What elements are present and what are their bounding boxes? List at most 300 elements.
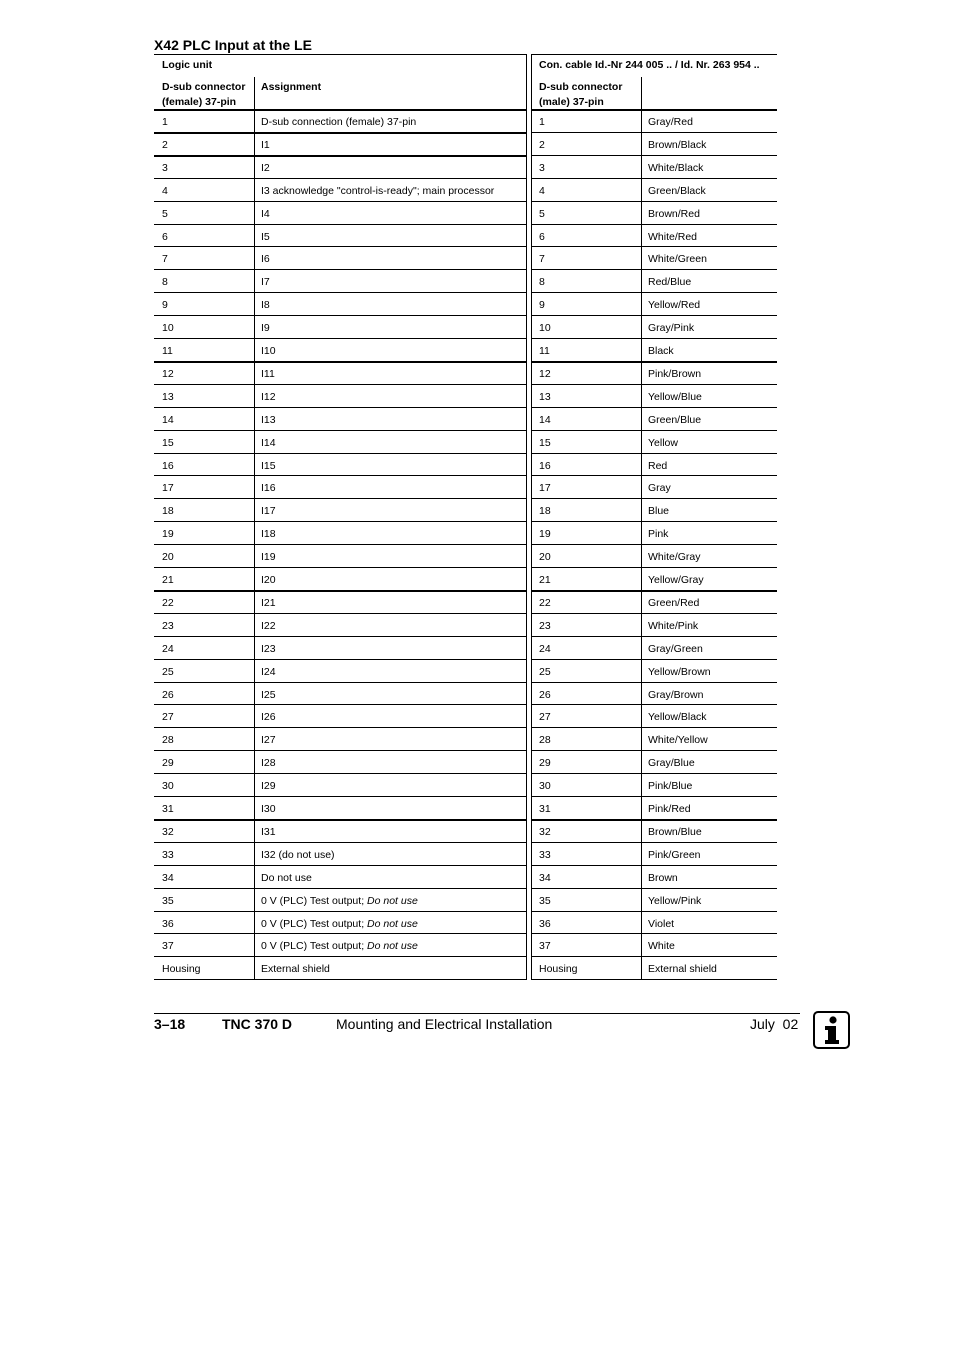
assignment xyxy=(261,111,416,134)
wire-color: Green/Blue xyxy=(648,413,702,426)
table-row xyxy=(154,775,777,798)
row-divider xyxy=(154,888,526,889)
wire-color: Black xyxy=(648,345,674,357)
pin-male: 36 xyxy=(539,917,551,930)
pin-female: 7 xyxy=(162,253,168,266)
row-divider xyxy=(154,636,526,637)
wire-color: Gray/Blue xyxy=(648,757,695,770)
table-row xyxy=(154,432,777,455)
table-row xyxy=(154,157,777,180)
pin-female: 22 xyxy=(162,596,174,609)
wire-color: Yellow/Pink xyxy=(648,894,702,907)
pin-male: 7 xyxy=(539,253,545,266)
assignment xyxy=(261,386,276,409)
row-divider xyxy=(154,338,526,339)
table-row xyxy=(154,409,777,432)
assignment-text: I32 (do not use) xyxy=(261,848,335,861)
pin-female: 34 xyxy=(162,871,174,884)
table-row xyxy=(154,592,777,615)
wire-color: Gray/Brown xyxy=(648,688,704,701)
wire-color: Yellow/Red xyxy=(648,299,701,312)
row-divider xyxy=(531,54,777,55)
assignment xyxy=(261,706,276,729)
assignment xyxy=(261,958,330,981)
pin-female: 16 xyxy=(162,459,174,472)
assignment-text: D-sub connection (female) 37-pin xyxy=(261,116,417,128)
header-assignment: Assignment xyxy=(261,81,322,93)
row-divider xyxy=(154,911,526,912)
assignment xyxy=(261,729,276,752)
row-divider xyxy=(531,109,777,111)
assignment-text: I5 xyxy=(261,230,270,243)
assignment-text: I12 xyxy=(261,390,276,403)
row-divider xyxy=(531,911,777,912)
assignment-text: I24 xyxy=(261,665,276,678)
column-divider xyxy=(254,77,255,979)
wire-color: Violet xyxy=(648,917,675,930)
wire-color: White/Pink xyxy=(648,619,699,632)
assignment-text: I7 xyxy=(261,276,270,289)
assignment-text: I10 xyxy=(261,345,276,357)
pin-male: 3 xyxy=(539,161,545,174)
assignment-text: I11 xyxy=(261,367,275,380)
row-divider xyxy=(154,682,526,683)
assignment-text: I21 xyxy=(261,596,276,609)
pin-male: 22 xyxy=(539,596,551,609)
pin-male: 31 xyxy=(539,803,551,815)
row-divider xyxy=(531,361,777,363)
row-divider xyxy=(154,796,526,797)
assignment xyxy=(261,592,276,615)
assignment-text: 0 V (PLC) Test output; xyxy=(261,917,368,930)
assignment-text: I16 xyxy=(261,482,276,495)
table-row xyxy=(154,248,777,271)
assignment-text: I15 xyxy=(261,459,276,472)
header-con-cable: Con. cable Id.-Nr 244 005 .. / Id. Nr. 263 954 .. xyxy=(539,59,760,71)
table-row xyxy=(154,706,777,729)
page-number: 3–18 xyxy=(154,1016,186,1032)
table-row xyxy=(154,752,777,775)
assignment xyxy=(261,500,276,523)
pin-male: 5 xyxy=(539,207,545,220)
wire-color: Gray xyxy=(648,482,671,495)
row-divider xyxy=(531,521,777,522)
wire-color: White/Green xyxy=(648,253,707,266)
row-divider xyxy=(531,475,777,476)
header-pin-female xyxy=(162,80,245,110)
table-row xyxy=(154,798,777,821)
pin-female: 33 xyxy=(162,848,174,861)
assignment xyxy=(261,546,276,569)
assignment xyxy=(261,477,276,500)
pin-female: 31 xyxy=(162,803,174,815)
wire-color: Yellow xyxy=(648,436,678,449)
wire-color: White xyxy=(648,940,675,953)
pin-female: 32 xyxy=(162,825,174,838)
table-row xyxy=(154,294,777,317)
assignment-text: I8 xyxy=(261,299,270,312)
pin-female: 8 xyxy=(162,276,168,289)
table-row xyxy=(154,523,777,546)
page-title: X42 PLC Input at the LE xyxy=(154,37,312,53)
wire-color: White/Black xyxy=(648,161,704,174)
wire-color: Red/Blue xyxy=(648,276,692,289)
row-divider xyxy=(531,224,777,225)
table-row xyxy=(154,569,777,592)
assignment-text: I2 xyxy=(261,161,270,174)
assignment-text: I14 xyxy=(261,436,276,449)
pin-male: 8 xyxy=(539,276,545,289)
column-divider xyxy=(531,54,532,980)
wire-color: Gray/Green xyxy=(648,642,703,655)
header-pin-female-line1: D-sub connector xyxy=(162,81,246,93)
wire-color: White/Gray xyxy=(648,551,701,564)
row-divider xyxy=(154,384,526,385)
assignment xyxy=(261,661,276,684)
table-row xyxy=(154,271,777,294)
table-row xyxy=(154,729,777,752)
table-row xyxy=(154,935,777,958)
row-divider xyxy=(154,842,526,843)
assignment-text: I18 xyxy=(261,528,276,541)
table-header xyxy=(154,54,777,110)
assignment xyxy=(261,157,270,180)
row-divider xyxy=(531,132,777,133)
row-divider xyxy=(154,269,526,270)
assignment-text: I29 xyxy=(261,780,276,793)
pin-male: 32 xyxy=(539,825,551,838)
pin-female: 13 xyxy=(162,390,174,403)
header-logic-unit: Logic unit xyxy=(162,59,213,71)
wire-color: Pink/Brown xyxy=(648,367,702,380)
pin-female: 9 xyxy=(162,299,168,312)
header-pin-male xyxy=(539,80,622,110)
pin-female: 2 xyxy=(162,138,168,151)
row-divider xyxy=(154,704,526,705)
row-divider xyxy=(531,842,777,843)
assignment-text: 0 V (PLC) Test output; xyxy=(261,940,368,953)
row-divider xyxy=(154,109,526,111)
row-divider xyxy=(531,453,777,454)
table-row xyxy=(154,821,777,844)
assignment xyxy=(261,363,275,386)
pin-male: 37 xyxy=(539,940,551,953)
pin-male: 20 xyxy=(539,551,551,564)
pin-female: 23 xyxy=(162,619,174,632)
row-divider xyxy=(531,796,777,797)
row-divider xyxy=(154,819,526,821)
assignment xyxy=(261,294,270,317)
pin-male: 16 xyxy=(539,459,551,472)
assignment-text: Do not use xyxy=(261,871,312,884)
row-divider xyxy=(154,475,526,476)
row-divider xyxy=(531,727,777,728)
wire-color: External shield xyxy=(648,963,717,976)
row-divider xyxy=(154,544,526,545)
pin-female: 4 xyxy=(162,184,168,197)
row-divider xyxy=(531,979,777,980)
pin-male: Housing xyxy=(539,963,578,976)
row-divider xyxy=(531,590,777,592)
assignment-text: I23 xyxy=(261,642,276,655)
pin-male: 17 xyxy=(539,482,551,495)
row-divider xyxy=(531,246,777,247)
row-divider xyxy=(154,979,526,980)
row-divider xyxy=(531,750,777,751)
assignment xyxy=(261,867,312,890)
pin-male: 25 xyxy=(539,665,551,678)
pin-male: 13 xyxy=(539,390,551,403)
table-row xyxy=(154,890,777,913)
pin-male: 24 xyxy=(539,642,551,655)
row-divider xyxy=(154,430,526,431)
assignment xyxy=(261,248,270,271)
row-divider xyxy=(531,613,777,614)
row-divider xyxy=(154,178,526,179)
pin-male: 35 xyxy=(539,894,551,907)
pin-male: 18 xyxy=(539,505,551,518)
row-divider xyxy=(154,361,526,363)
assignment-text: I6 xyxy=(261,253,270,266)
assignment xyxy=(261,890,418,913)
pin-female: 25 xyxy=(162,665,174,678)
row-divider xyxy=(154,292,526,293)
table-row xyxy=(154,958,777,981)
assignment-text: I31 xyxy=(261,825,276,838)
assignment-text: I1 xyxy=(261,138,270,151)
row-divider xyxy=(154,613,526,614)
wire-color: Red xyxy=(648,459,668,472)
wire-color: Brown/Red xyxy=(648,207,700,220)
row-divider xyxy=(531,865,777,866)
table-row xyxy=(154,477,777,500)
row-divider xyxy=(531,269,777,270)
row-divider xyxy=(531,704,777,705)
pin-male: 1 xyxy=(539,116,545,128)
row-divider xyxy=(154,201,526,202)
pin-female: 24 xyxy=(162,642,174,655)
wire-color: Blue xyxy=(648,505,670,518)
assignment xyxy=(261,844,335,867)
publication-date: July 02 xyxy=(750,1016,799,1032)
row-divider xyxy=(531,956,777,957)
assignment xyxy=(261,340,276,363)
pin-female: 14 xyxy=(162,413,174,426)
row-divider xyxy=(531,178,777,179)
pin-female: 29 xyxy=(162,757,174,770)
assignment xyxy=(261,935,418,958)
row-divider xyxy=(531,384,777,385)
row-divider xyxy=(531,407,777,408)
pin-female: 15 xyxy=(162,436,174,449)
assignment xyxy=(261,638,276,661)
header-pin-male-line2: (male) 37-pin xyxy=(539,96,604,108)
assignment xyxy=(261,775,276,798)
pin-male: 27 xyxy=(539,711,551,724)
wire-color: Pink/Green xyxy=(648,848,701,861)
row-divider xyxy=(531,819,777,821)
pin-male: 4 xyxy=(539,184,545,197)
row-divider xyxy=(154,933,526,934)
pin-male: 30 xyxy=(539,780,551,793)
wire-color: Green/Black xyxy=(648,184,706,197)
table-row xyxy=(154,638,777,661)
row-divider xyxy=(531,430,777,431)
row-divider xyxy=(531,636,777,637)
assignment-text: I27 xyxy=(261,734,276,747)
assignment-text: I17 xyxy=(261,505,276,518)
pin-male: 26 xyxy=(539,688,551,701)
table-row xyxy=(154,363,777,386)
pin-female: 19 xyxy=(162,528,174,541)
chapter-title: Mounting and Electrical Installation xyxy=(336,1016,553,1032)
row-divider xyxy=(154,224,526,225)
assignment xyxy=(261,798,276,821)
assignment xyxy=(261,203,270,226)
pin-female: 35 xyxy=(162,894,174,907)
row-divider xyxy=(154,773,526,774)
wire-color: Yellow/Gray xyxy=(648,574,704,586)
pin-female: 12 xyxy=(162,367,174,380)
product-name: TNC 370 D xyxy=(222,1016,293,1032)
pin-female: 21 xyxy=(162,574,174,586)
assignment-text: I22 xyxy=(261,619,276,632)
assignment-text: I28 xyxy=(261,757,276,770)
row-divider xyxy=(531,544,777,545)
assignment-text: I19 xyxy=(261,551,276,564)
row-divider xyxy=(531,933,777,934)
pin-female: 1 xyxy=(162,116,168,128)
assignment xyxy=(261,134,270,157)
pin-male: 11 xyxy=(539,345,550,357)
table-row xyxy=(154,661,777,684)
row-divider xyxy=(154,132,526,134)
assignment xyxy=(261,615,276,638)
table-row xyxy=(154,111,777,134)
footer-rule xyxy=(154,1013,800,1014)
pin-female: Housing xyxy=(162,963,201,976)
table-row xyxy=(154,500,777,523)
table-row xyxy=(154,134,777,157)
table-row xyxy=(154,317,777,340)
assignment-text: I25 xyxy=(261,688,276,701)
wire-color: Gray/Pink xyxy=(648,322,695,335)
row-divider xyxy=(154,750,526,751)
header-pin-female-line2: (female) 37-pin xyxy=(162,96,237,108)
pin-female: 20 xyxy=(162,551,174,564)
table-row xyxy=(154,340,777,363)
assignment-note: Do not use xyxy=(367,940,418,953)
row-divider xyxy=(531,567,777,568)
pin-female: 27 xyxy=(162,711,174,724)
pin-female: 6 xyxy=(162,230,168,243)
assignment-text: I20 xyxy=(261,574,276,586)
assignment-text: 0 V (PLC) Test output; xyxy=(261,894,368,907)
row-divider xyxy=(531,773,777,774)
pin-male: 21 xyxy=(539,574,551,586)
assignment xyxy=(261,569,276,592)
pin-male: 23 xyxy=(539,619,551,632)
pin-male: 10 xyxy=(539,322,551,335)
row-divider xyxy=(154,727,526,728)
wire-color: White/Red xyxy=(648,230,698,243)
wire-color: White/Yellow xyxy=(648,734,708,747)
assignment-text: I4 xyxy=(261,207,270,220)
row-divider xyxy=(154,521,526,522)
table-row xyxy=(154,867,777,890)
row-divider xyxy=(154,956,526,957)
pin-male: 34 xyxy=(539,871,551,884)
pin-female: 28 xyxy=(162,734,174,747)
pin-female: 26 xyxy=(162,688,174,701)
row-divider xyxy=(531,682,777,683)
row-divider xyxy=(531,201,777,202)
wire-color: Pink/Blue xyxy=(648,780,693,793)
column-divider xyxy=(526,54,527,980)
row-divider xyxy=(531,498,777,499)
info-icon xyxy=(813,1011,850,1049)
pin-male: 2 xyxy=(539,138,545,151)
assignment xyxy=(261,317,270,340)
row-divider xyxy=(154,567,526,568)
assignment-text: I30 xyxy=(261,803,276,815)
row-divider xyxy=(531,292,777,293)
table-row xyxy=(154,546,777,569)
row-divider xyxy=(531,315,777,316)
row-divider xyxy=(154,498,526,499)
pin-female: 30 xyxy=(162,780,174,793)
pin-female: 3 xyxy=(162,161,168,174)
row-divider xyxy=(154,590,526,592)
wire-color: Yellow/Brown xyxy=(648,665,711,678)
row-divider xyxy=(154,315,526,316)
wire-color: Gray/Red xyxy=(648,116,693,128)
wire-color: Yellow/Black xyxy=(648,711,707,724)
table-row xyxy=(154,203,777,226)
pin-male: 12 xyxy=(539,367,551,380)
assignment xyxy=(261,409,276,432)
wire-color: Pink/Red xyxy=(648,803,691,815)
assignment xyxy=(261,523,276,546)
wire-color: Brown/Black xyxy=(648,138,707,151)
wire-color: Brown xyxy=(648,871,678,884)
row-divider xyxy=(154,407,526,408)
assignment-text: External shield xyxy=(261,963,330,976)
row-divider xyxy=(531,338,777,339)
pin-male: 14 xyxy=(539,413,551,426)
table-row xyxy=(154,615,777,638)
header-pin-male-line1: D-sub connector xyxy=(539,81,623,93)
wire-color: Pink xyxy=(648,528,669,541)
row-divider xyxy=(154,155,526,157)
row-divider xyxy=(154,54,526,55)
assignment xyxy=(261,271,270,294)
pin-male: 9 xyxy=(539,299,545,312)
pin-female: 36 xyxy=(162,917,174,930)
assignment xyxy=(261,432,276,455)
assignment-text: I13 xyxy=(261,413,276,426)
pin-male: 33 xyxy=(539,848,551,861)
table-row xyxy=(154,844,777,867)
row-divider xyxy=(531,155,777,156)
wire-color: Brown/Blue xyxy=(648,825,702,838)
pin-male: 29 xyxy=(539,757,551,770)
row-divider xyxy=(154,659,526,660)
assignment-note: Do not use xyxy=(367,917,418,930)
row-divider xyxy=(154,246,526,247)
assignment-text: I26 xyxy=(261,711,276,724)
pin-female: 10 xyxy=(162,322,174,335)
